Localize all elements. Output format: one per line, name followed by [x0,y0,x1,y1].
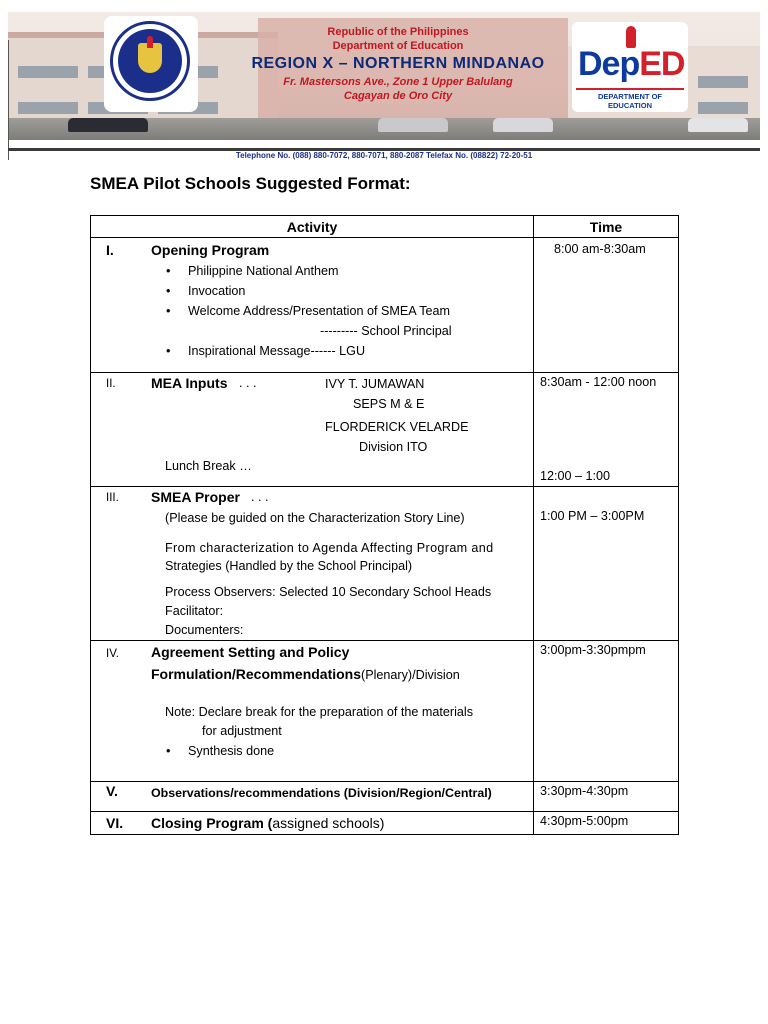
description-line: From characterization to Agenda Affecting Program and [165,541,494,555]
description-line: Strategies (Handled by the School Principal) [165,559,413,573]
time-value: 4:30pm-5:00pm [540,814,629,828]
row-heading: Formulation/Recommendations [151,666,362,682]
row-heading: Agreement Setting and Policy [151,644,350,660]
time-value: 8:00 am-8:30am [554,242,646,256]
time-value: 3:00pm-3:30pmpm [540,643,646,657]
deped-logo: DepED DEPARTMENT OF EDUCATION [572,22,688,112]
region-line: REGION X – NORTHERN MINDANAO [251,55,545,72]
schedule-table [90,215,679,835]
row-number: III. [106,492,119,504]
row-heading-suffix: (Plenary)/Division [361,668,460,682]
note-line: for adjustment [202,724,282,738]
list-item: • Invocation [188,284,245,298]
row-heading-suffix: assigned schools) [272,815,385,831]
presenter-role: SEPS M & E [353,397,425,411]
margin-line [8,40,9,160]
presenter-name: IVY T. JUMAWAN [325,377,425,391]
note-line: Note: Declare break for the preparation of the materials [165,705,474,719]
republic-line: Republic of the Philippines [327,26,469,38]
time-value: 12:00 – 1:00 [540,469,611,483]
deped-seal-logo [104,16,198,112]
table-row [91,238,679,373]
table-header-row [91,216,679,238]
list-item: • Inspirational Message------ LGU [188,344,365,358]
table-row [91,641,679,782]
car-illustration [688,118,748,132]
observers-line: Process Observers: Selected 10 Secondary School Heads [165,585,492,599]
row-number: I. [106,242,114,258]
column-header-time: Time [534,216,679,238]
row-number: II. [106,378,116,390]
row-number: VI. [106,815,124,831]
lunch-break: Lunch Break … [165,459,252,473]
documenters-label: Documenters: [165,623,244,637]
list-item: • Welcome Address/Presentation of SMEA Team [188,304,450,318]
car-illustration [68,118,148,132]
presenter-role: Division ITO [359,440,428,454]
list-item: • Synthesis done [188,744,274,758]
address-line-2: Cagayan de Oro City [343,90,453,102]
letterhead-banner [8,12,760,140]
table-row [91,373,679,487]
letterhead-text [188,26,608,103]
time-value: 3:30pm-4:30pm [540,784,629,798]
heading-dots: . . . [239,376,257,390]
list-item-note: --------- School Principal [320,324,452,338]
contact-line: Telephone No. (088) 880-7072, 880-7071, 880-2087 Telefax No. (08822) 72-20-51 [235,151,533,160]
deped-logo-subtitle: DEPARTMENT OF EDUCATION [576,88,684,110]
guidance-note: (Please be guided on the Characterization Story Line) [165,511,465,525]
table-row [91,487,679,641]
row-number: V. [106,783,118,799]
time-value: 8:30am - 12:00 noon [540,375,657,389]
department-line: Department of Education [332,40,464,52]
row-heading: Observations/recommendations (Division/Region/Central) [151,786,492,800]
row-heading: MEA Inputs [151,375,228,391]
row-heading: Opening Program [151,242,270,258]
table-row [91,812,679,835]
row-heading: Closing Program ( [151,815,273,831]
facilitator-label: Facilitator: [165,604,224,618]
car-illustration [493,118,553,132]
car-illustration [378,118,448,132]
document-title: SMEA Pilot Schools Suggested Format: [90,174,411,193]
presenter-name: FLORDERICK VELARDE [325,420,469,434]
column-header-activity: Activity [91,216,534,238]
row-number: IV. [106,648,120,660]
row-heading: SMEA Proper [151,489,240,505]
address-line-1: Fr. Mastersons Ave., Zone 1 Upper Balulang [283,76,513,88]
heading-dots: . . . [251,490,269,504]
time-value: 1:00 PM – 3:00PM [540,509,645,523]
list-item: • Philippine National Anthem [188,264,339,278]
table-row [91,782,679,812]
